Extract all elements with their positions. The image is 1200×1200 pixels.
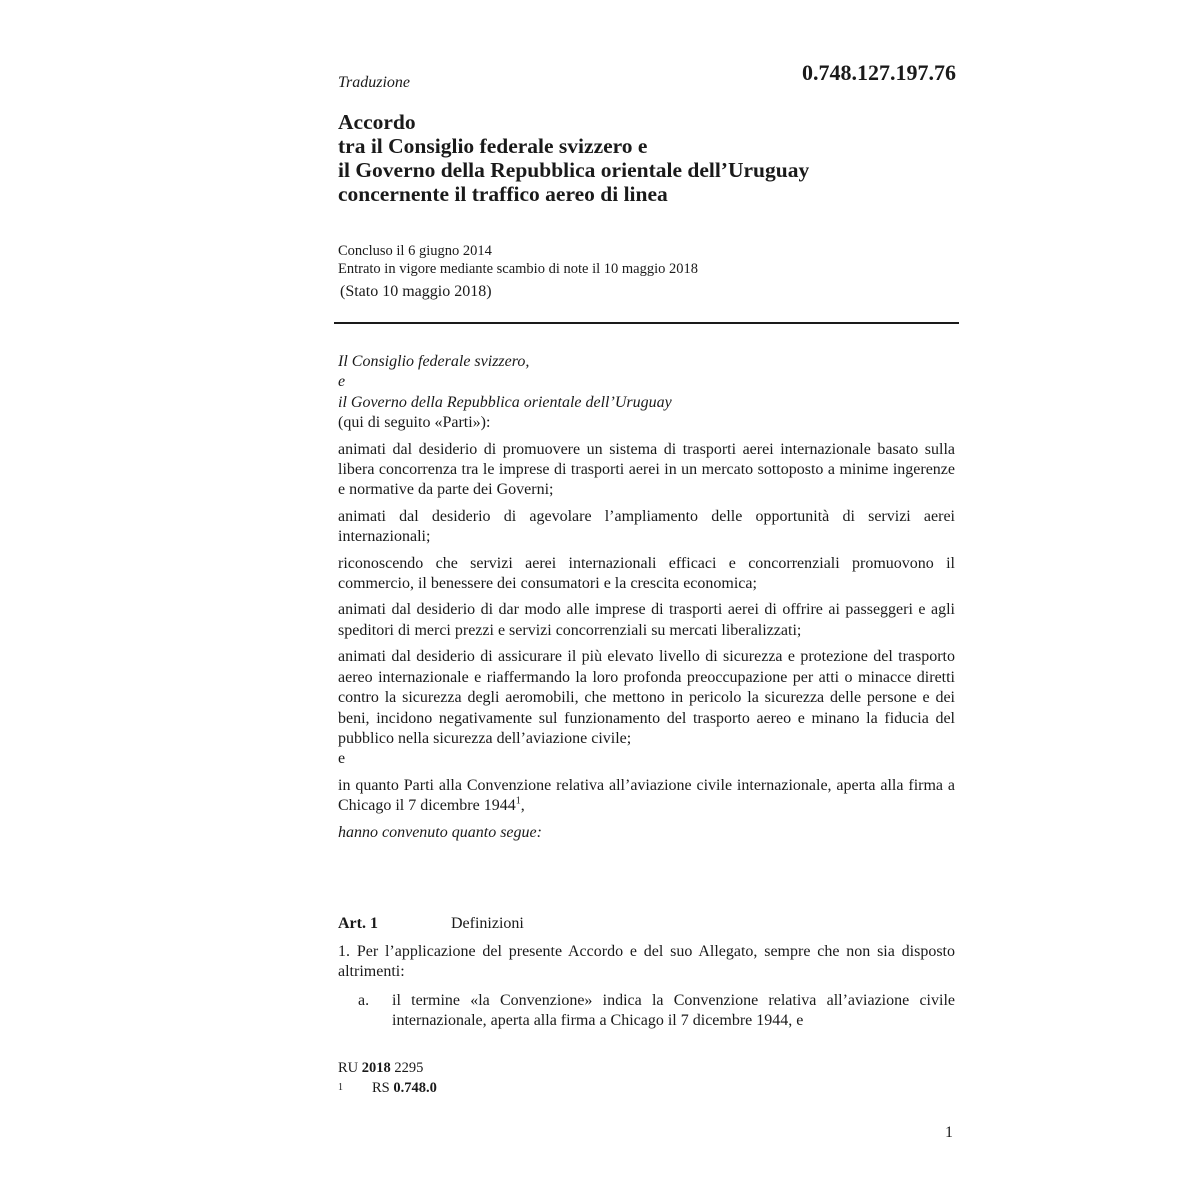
item-text: il termine «la Convenzione» indica la Convenzione relativa all’aviazione civile internazionale, aperta alla firma a Chicago il 7 dicembre 1944, e (392, 992, 955, 1030)
concluded-date: Concluso il 6 giugno 2014 (338, 243, 492, 259)
parties-definition: (qui di seguito «Parti»): (338, 414, 491, 432)
article-heading (338, 915, 524, 933)
party-swiss: Il Consiglio federale svizzero, (338, 353, 530, 370)
title-line: Accordo (338, 110, 416, 134)
party-uruguay: il Governo della Repubblica orientale dell’Uruguay (338, 393, 672, 411)
article-paragraph: 1. Per l’applicazione del presente Accordo e del suo Allegato, sempre che non sia disposto altrimenti: (338, 943, 955, 981)
ru-reference (338, 1058, 437, 1078)
document-meta (338, 242, 698, 278)
title-line: il Governo della Repubblica orientale dell’Uruguay (338, 158, 810, 182)
status-date: (Stato 10 maggio 2018) (340, 283, 492, 300)
ru-page: 2295 (394, 1060, 424, 1076)
item-marker: a. (358, 992, 370, 1009)
sr-number: 0.748.127.197.76 (802, 60, 956, 85)
document-title (338, 110, 978, 206)
recital-end: , (520, 797, 525, 815)
title-line: concernente il traffico aereo di linea (338, 182, 668, 206)
recital: riconoscendo che servizi aerei internazionali efficaci e concorrenziali promuovono il commercio, il benessere dei consumatori e la crescita economica; (338, 554, 955, 593)
footnote-reference[interactable]: 1 (515, 795, 521, 807)
agreement-clause: hanno convenuto quanto segue: (338, 823, 542, 841)
definition-item (338, 991, 955, 1032)
recital: animati dal desiderio di assicurare il più elevato livello di sicurezza e protezione del trasporto aereo internazionale e riaffermando la loro profonda preoccupazione per atti o minacce diretti contro la sicurezza degli aeromobili, che mettono in pericolo la sicurezza delle persone e dei beni, incidono negativamente sul funzionamento del trasporto aereo e minano la fiducia del pubblico nella sicurezza dell’aviazione civile; (338, 648, 955, 747)
footnote-prefix: RS (372, 1080, 390, 1096)
header-divider (334, 322, 959, 324)
ru-prefix: RU (338, 1060, 359, 1076)
article-title: Definizioni (451, 915, 524, 932)
recital: animati dal desiderio di dar modo alle imprese di trasporti aerei di offrire ai passeggeri e agli speditori di merci prezzi e servizi concorrenziali su mercati liberalizzati; (338, 601, 955, 639)
recital-text: in quanto Parti alla Convenzione relativa all’aviazione civile internazionale, aperta alla firma a Chicago il 7 dicembre 1944 (338, 776, 955, 815)
recital: animati dal desiderio di agevolare l’ampliamento delle opportunità di servizi aerei internazionali; (338, 507, 955, 546)
footnote-ref[interactable]: 0.748.0 (393, 1080, 437, 1096)
recital: animati dal desiderio di promuovere un sistema di trasporti aerei internazionale basato sulla libera concorrenza tra le imprese di trasporti aerei in un mercato sottoposto a minime ingerenze e normative da parte dei Governi; (338, 440, 955, 499)
preamble (338, 352, 955, 843)
conjunction: e (338, 750, 346, 768)
entry-into-force: Entrato in vigore mediante scambio di note il 10 maggio 2018 (338, 261, 699, 277)
footnote (338, 1078, 437, 1098)
conjunction: e (338, 373, 346, 391)
translation-label: Traduzione (338, 74, 411, 91)
page-number: 1 (945, 1124, 953, 1141)
title-line: tra il Consiglio federale svizzero e (338, 134, 648, 158)
footer (338, 1058, 437, 1098)
ru-year: 2018 (361, 1060, 391, 1076)
recital-chicago (338, 776, 955, 817)
footnote-number: 1 (338, 1082, 343, 1093)
article-number: Art. 1 (338, 915, 378, 932)
